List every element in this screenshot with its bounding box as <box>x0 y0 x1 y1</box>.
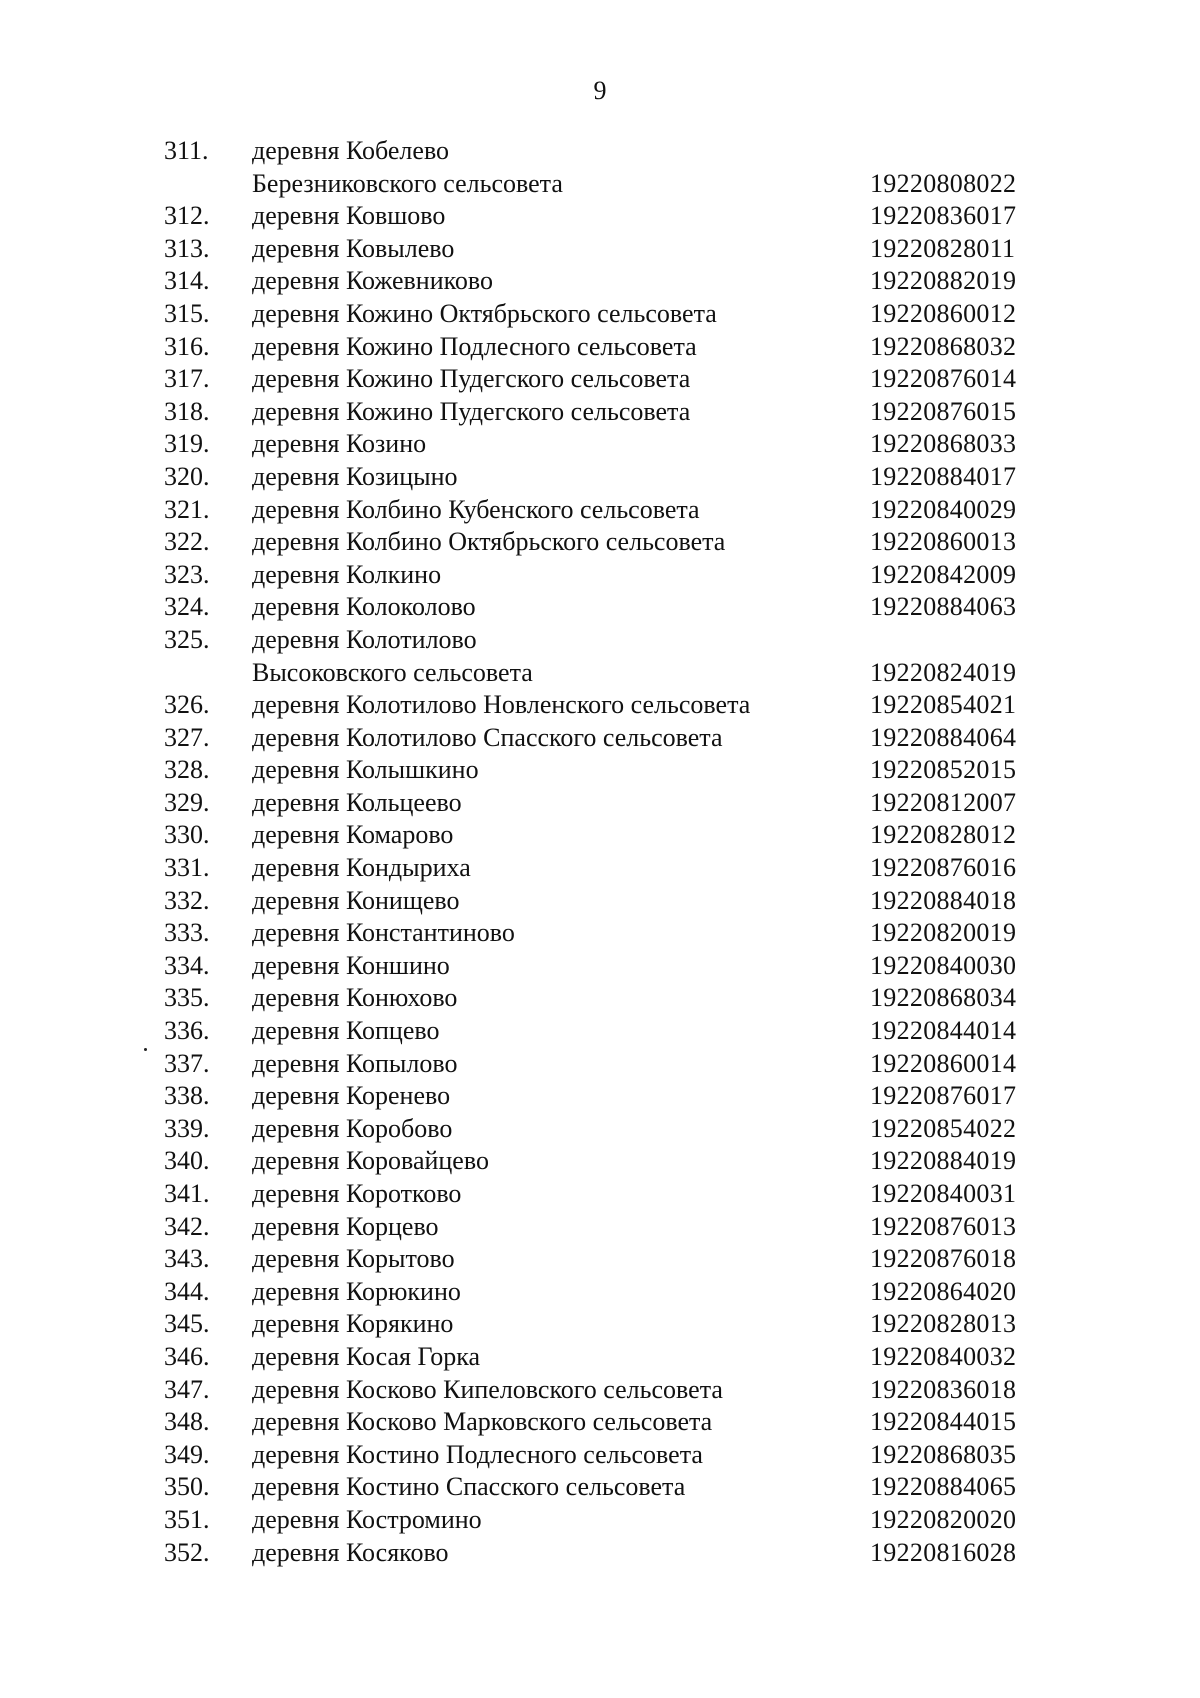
item-number: 312. <box>164 201 210 231</box>
settlement-name: деревня Коренево <box>252 1081 451 1111</box>
settlement-name: деревня Козино <box>252 429 427 459</box>
okato-code: 19220884065 <box>870 1472 1017 1502</box>
item-number: 334. <box>164 950 210 980</box>
okato-code: 19220864020 <box>870 1276 1017 1306</box>
list-item <box>0 722 1200 755</box>
settlement-name: деревня Корякино <box>252 1309 454 1339</box>
okato-code: 19220860013 <box>870 527 1017 557</box>
item-number: 338. <box>164 1081 210 1111</box>
okato-code: 19220854022 <box>870 1113 1017 1143</box>
okato-code: 19220836018 <box>870 1374 1017 1404</box>
item-number: 324. <box>164 592 210 622</box>
list-item <box>0 1276 1200 1309</box>
list-item <box>0 1178 1200 1211</box>
okato-code: 19220840031 <box>870 1179 1017 1208</box>
page-number: 9 <box>593 76 607 105</box>
settlement-name: деревня Колкино <box>252 559 442 589</box>
list-item <box>0 331 1200 364</box>
item-number: 349. <box>164 1439 210 1469</box>
settlement-name: деревня Коротково <box>252 1179 462 1208</box>
item-number: 316. <box>164 331 210 361</box>
item-number: 350. <box>164 1472 210 1502</box>
settlement-name: деревня Конюхово <box>252 983 458 1013</box>
item-number: 345. <box>164 1309 210 1339</box>
list-item <box>0 1341 1200 1374</box>
list-item <box>0 819 1200 852</box>
okato-code: 19220884063 <box>870 592 1017 622</box>
settlement-name: деревня Константиново <box>252 918 515 948</box>
okato-code: 19220876015 <box>870 396 1017 426</box>
okato-code: 19220812007 <box>870 787 1017 817</box>
settlement-name: деревня Коробово <box>252 1113 453 1143</box>
item-number: 340. <box>164 1146 210 1176</box>
list-item <box>0 1048 1200 1081</box>
list-item <box>0 1308 1200 1341</box>
list-item <box>0 559 1200 592</box>
item-number: 348. <box>164 1407 210 1437</box>
item-number: 314. <box>164 266 210 296</box>
settlement-name: деревня Кожино Пудегского сельсовета <box>252 364 691 394</box>
settlement-name: деревня Кондыриха <box>252 853 471 883</box>
okato-code: 19220840032 <box>870 1341 1017 1371</box>
okato-code: 19220868034 <box>870 983 1017 1013</box>
list-item <box>0 1145 1200 1178</box>
okato-code: 19220876013 <box>870 1211 1017 1241</box>
list-item <box>0 1015 1200 1048</box>
okato-code: 19220816028 <box>870 1537 1017 1567</box>
settlement-name: деревня Комарово <box>252 820 454 850</box>
settlement-name: деревня Костино Подлесного сельсовета <box>252 1439 703 1469</box>
item-number: 346. <box>164 1341 210 1371</box>
settlement-name: деревня Кожино Пудегского сельсовета <box>252 396 691 426</box>
list-item <box>0 1439 1200 1472</box>
settlement-name: деревня Кольцеево <box>252 787 462 817</box>
settlement-name: деревня Косяково <box>252 1537 449 1567</box>
item-number: 326. <box>164 690 210 720</box>
item-number: 318. <box>164 396 210 426</box>
okato-code: 19220876018 <box>870 1244 1017 1274</box>
list-item <box>0 1406 1200 1439</box>
settlement-name: деревня Корцево <box>252 1211 439 1241</box>
settlement-name: деревня Кожино Октябрьского сельсовета <box>252 298 717 328</box>
list-item <box>0 982 1200 1015</box>
settlement-name: деревня Колышкино <box>252 755 479 785</box>
item-number: 347. <box>164 1374 210 1404</box>
item-number: 333. <box>164 918 210 948</box>
item-number: 327. <box>164 722 210 752</box>
settlement-name: деревня Косая Горка <box>252 1341 481 1371</box>
item-number: 351. <box>164 1504 210 1534</box>
list-item <box>0 1211 1200 1244</box>
settlement-name: деревня Корюкино <box>252 1276 461 1306</box>
settlement-name: деревня Кобелево <box>252 136 450 165</box>
item-number: 317. <box>164 364 210 394</box>
list-item <box>0 689 1200 722</box>
okato-code: 19220884018 <box>870 885 1017 915</box>
list-item <box>0 885 1200 918</box>
list-item <box>0 461 1200 494</box>
list-item <box>0 1471 1200 1504</box>
okato-code: 19220884019 <box>870 1146 1017 1176</box>
list-item <box>0 363 1200 396</box>
item-number: 315. <box>164 298 210 328</box>
list-item <box>0 787 1200 820</box>
item-number: 339. <box>164 1113 210 1143</box>
list-item <box>0 917 1200 950</box>
list-item <box>0 1374 1200 1407</box>
list-item <box>0 1504 1200 1537</box>
okato-code: 19220860014 <box>870 1048 1017 1078</box>
settlement-name: деревня Конищево <box>252 885 460 915</box>
list-item <box>0 1080 1200 1113</box>
settlement-name: деревня Колотилово Новленского сельсовета <box>252 690 751 720</box>
item-number: 323. <box>164 559 210 589</box>
settlement-name: деревня Косково Кипеловского сельсовета <box>252 1374 723 1404</box>
list-item <box>0 135 1200 168</box>
list-item <box>0 624 1200 657</box>
settlement-name: деревня Козицыно <box>252 461 458 491</box>
okato-code: 19220868035 <box>870 1439 1017 1469</box>
settlement-name: деревня Колотилово Спасского сельсовета <box>252 722 723 752</box>
item-number: 329. <box>164 787 210 817</box>
settlement-name: деревня Коншино <box>252 950 450 980</box>
item-number: 313. <box>164 233 210 263</box>
item-number: 335. <box>164 983 210 1013</box>
settlement-name: Высоковского сельсовета <box>252 657 533 687</box>
okato-code: 19220828011 <box>870 233 1016 263</box>
settlement-name: деревня Колбино Октябрьского сельсовета <box>252 527 726 557</box>
okato-code: 19220884064 <box>870 722 1017 752</box>
list-item <box>0 298 1200 331</box>
list-item <box>0 1113 1200 1146</box>
list-item <box>0 168 1200 201</box>
item-number: 331. <box>164 853 210 883</box>
list-item <box>0 950 1200 983</box>
item-number: 311. <box>164 136 209 165</box>
okato-code: 19220882019 <box>870 266 1017 296</box>
settlement-name: деревня Костино Спасского сельсовета <box>252 1472 686 1502</box>
list-item <box>0 591 1200 624</box>
item-number: 330. <box>164 820 210 850</box>
okato-code: 19220854021 <box>870 690 1017 720</box>
okato-code: 19220876016 <box>870 853 1017 883</box>
item-number: 337. <box>164 1048 210 1078</box>
okato-code: 19220820020 <box>870 1504 1017 1534</box>
item-number: 341. <box>164 1179 210 1208</box>
list-item <box>0 200 1200 233</box>
item-number: 325. <box>164 624 210 654</box>
list-item <box>0 428 1200 461</box>
okato-code: 19220828012 <box>870 820 1017 850</box>
list-item <box>0 1537 1200 1570</box>
okato-code: 19220852015 <box>870 755 1017 785</box>
okato-code: 19220876017 <box>870 1081 1017 1111</box>
settlement-name: Березниковского сельсовета <box>252 168 563 198</box>
settlement-name: деревня Корытово <box>252 1244 455 1274</box>
okato-code: 19220844015 <box>870 1407 1017 1437</box>
settlement-name: деревня Ковшово <box>252 201 446 231</box>
item-number: 332. <box>164 885 210 915</box>
okato-code: 19220860012 <box>870 298 1017 328</box>
item-number: 320. <box>164 461 210 491</box>
settlement-name: деревня Костромино <box>252 1504 482 1534</box>
okato-code: 19220836017 <box>870 201 1017 231</box>
settlement-name: деревня Копцево <box>252 1016 440 1046</box>
list-item <box>0 852 1200 885</box>
okato-code: 19220840030 <box>870 950 1017 980</box>
okato-code: 19220842009 <box>870 559 1017 589</box>
item-number: 319. <box>164 429 210 459</box>
list-item <box>0 1243 1200 1276</box>
item-number: 344. <box>164 1276 210 1306</box>
okato-code: 19220868032 <box>870 331 1017 361</box>
item-number: 336. <box>164 1016 210 1046</box>
okato-code: 19220868033 <box>870 429 1017 459</box>
list-item <box>0 657 1200 690</box>
list-item <box>0 396 1200 429</box>
okato-code: 19220876014 <box>870 364 1017 394</box>
settlement-name: деревня Копылово <box>252 1048 458 1078</box>
okato-code: 19220840029 <box>870 494 1017 524</box>
item-number: 322. <box>164 527 210 557</box>
okato-code: 19220844014 <box>870 1016 1017 1046</box>
settlement-list <box>0 135 1200 1569</box>
item-number: 352. <box>164 1537 210 1567</box>
item-number: 343. <box>164 1244 210 1274</box>
list-item <box>0 233 1200 266</box>
list-item <box>0 494 1200 527</box>
list-item <box>0 526 1200 559</box>
okato-code: 19220824019 <box>870 657 1017 687</box>
item-number: 321. <box>164 494 210 524</box>
list-item <box>0 265 1200 298</box>
okato-code: 19220828013 <box>870 1309 1017 1339</box>
item-number: 342. <box>164 1211 210 1241</box>
settlement-name: деревня Кожино Подлесного сельсовета <box>252 331 697 361</box>
item-number: 328. <box>164 755 210 785</box>
okato-code: 19220884017 <box>870 461 1017 491</box>
okato-code: 19220820019 <box>870 918 1017 948</box>
okato-code: 19220808022 <box>870 168 1017 198</box>
settlement-name: деревня Ковылево <box>252 233 455 263</box>
settlement-name: деревня Косково Марковского сельсовета <box>252 1407 713 1437</box>
list-item <box>0 754 1200 787</box>
settlement-name: деревня Кожевниково <box>252 266 494 296</box>
settlement-name: деревня Колотилово <box>252 624 477 654</box>
settlement-name: деревня Колбино Кубенского сельсовета <box>252 494 700 524</box>
settlement-name: деревня Колоколово <box>252 592 476 622</box>
settlement-name: деревня Коровайцево <box>252 1146 489 1176</box>
